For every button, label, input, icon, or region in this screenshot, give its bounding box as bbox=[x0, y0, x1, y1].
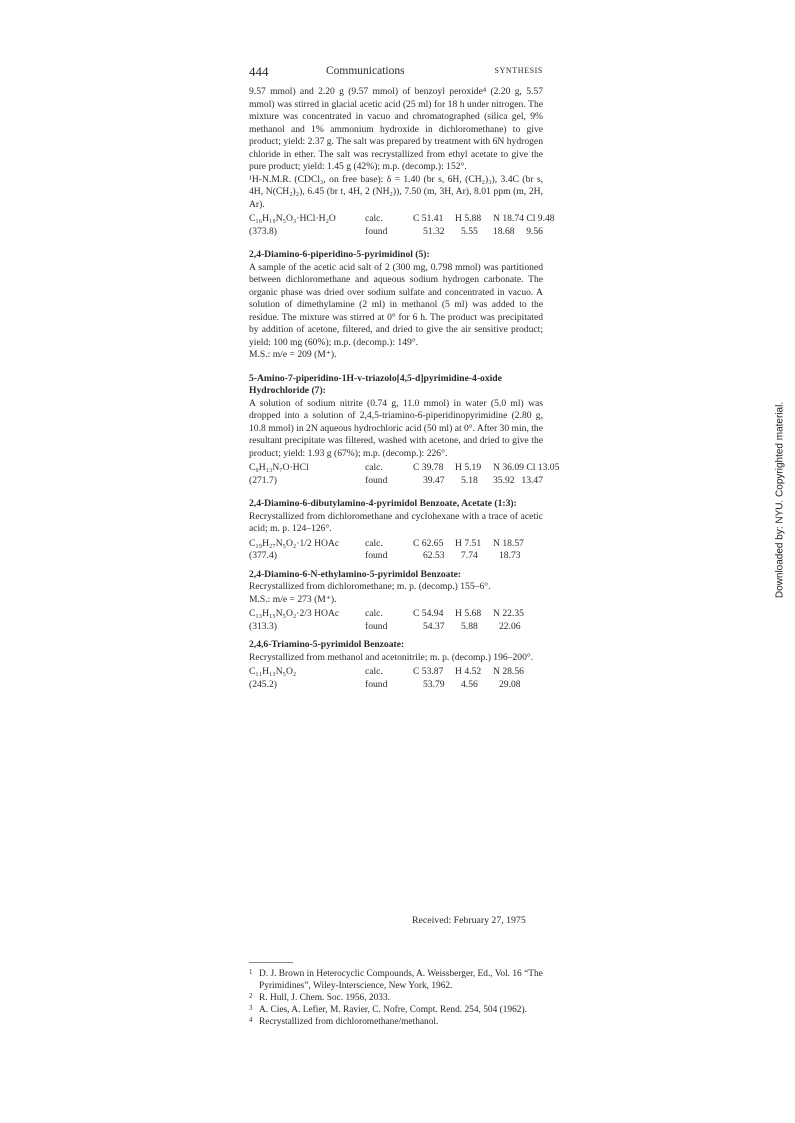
analysis-calc-value: N 18.74 bbox=[493, 213, 524, 224]
reference-item bbox=[249, 992, 543, 1004]
analysis-calc-value: N 22.35 bbox=[493, 608, 524, 619]
section-compound-5 bbox=[249, 249, 543, 362]
analysis-formula: C₁₉H₂₇N₅O₂·1/2 HOAc bbox=[249, 537, 340, 549]
procedure-paragraph: Recrystallized from methanol and acetonitrile; m. p. (decomp.) 196–200°. bbox=[249, 651, 534, 663]
section-title: Communications bbox=[326, 65, 405, 77]
received-date: Received: February 27, 1975 bbox=[412, 915, 526, 926]
intro-paragraph: 9.57 mmol) and 2.20 g (9.57 mmol) of benzoyl peroxide⁴ (2.20 g, 5.57 mmol) was stirred in glacial acetic acid (25 ml) for 18 h under nitrogen. The mixture was concentrated in vacuo and chromatographed (silica gel, 9% methanol and 1% ammonium hydroxide in dichloromethane) to give product; yield: 2.37 g. The salt was prepared by treatment with 6N hydrogen chloride in ether. The salt was recrystallized from ethyl acetate to give the pure product; yield: 1.45 g (42%); m.p. (decomp.): 152°. bbox=[249, 86, 543, 172]
analysis-calc-value: C 62.65 bbox=[413, 537, 444, 549]
analysis-found-value bbox=[493, 226, 543, 239]
mass-spec: M.S.: m/e = 209 (M⁺). bbox=[249, 349, 337, 360]
elemental-analysis bbox=[249, 666, 543, 691]
analysis-mw: (245.2) bbox=[249, 678, 277, 690]
analysis-calc-label: calc. bbox=[365, 537, 383, 549]
analysis-found-value: 4.56 bbox=[461, 678, 478, 690]
analysis-calc-value: N 36.09 bbox=[493, 462, 524, 473]
analysis-mw: (377.4) bbox=[249, 550, 277, 561]
compound-heading: 2,4-Diamino-6-piperidino-5-pyrimidinol (5): bbox=[249, 249, 430, 260]
analysis-calc-value: N 18.57 bbox=[493, 537, 524, 549]
analysis-found-value: 5.88 bbox=[461, 620, 478, 632]
analysis-calc-value: Cl 13.05 bbox=[526, 462, 560, 473]
analysis-formula: C₁₃H₁₅N₅O₂·2/3 HOAc bbox=[249, 608, 340, 619]
analysis-found-value: 29.08 bbox=[499, 678, 521, 690]
mass-spec: M.S.: m/e = 273 (M⁺). bbox=[249, 593, 337, 605]
elemental-analysis bbox=[249, 538, 543, 563]
analysis-found-value: 5.18 bbox=[461, 474, 478, 486]
main-column bbox=[249, 86, 560, 691]
section-ethylamino bbox=[249, 569, 543, 634]
compound-heading: 2,4,6-Triamino-5-pyrimidol Benzoate: bbox=[249, 639, 405, 650]
page-number: 444 bbox=[249, 64, 269, 79]
analysis-found-value bbox=[493, 475, 543, 488]
analysis-found-value: 51.32 bbox=[423, 225, 445, 237]
references-list bbox=[249, 968, 543, 1028]
reference-item bbox=[249, 1016, 543, 1028]
section-dibutylamino bbox=[249, 498, 543, 563]
analysis-calc-value bbox=[493, 462, 560, 475]
compound-heading: 2,4-Diamino-6-dibutylamino-4-pyrimidol Benzoate, Acetate (1:3): bbox=[249, 498, 517, 509]
reference-item bbox=[249, 1004, 543, 1016]
analysis-calc-label: calc. bbox=[365, 666, 383, 677]
procedure-paragraph: Recrystallized from dichloromethane; m. p. (decomp.) 155–6°. bbox=[249, 581, 491, 592]
section-triamino bbox=[249, 639, 543, 691]
analysis-found-value: 7.74 bbox=[461, 550, 478, 561]
analysis-calc-value: C 53.87 bbox=[413, 666, 444, 677]
elemental-analysis bbox=[249, 213, 555, 238]
analysis-calc-value: C 54.94 bbox=[413, 608, 444, 619]
analysis-found-label: found bbox=[365, 620, 388, 632]
analysis-calc-value: H 7.51 bbox=[455, 537, 482, 549]
analysis-calc-value: H 5.68 bbox=[455, 608, 482, 619]
analysis-calc-value: H 5.88 bbox=[455, 213, 482, 224]
analysis-mw: (271.7) bbox=[249, 474, 277, 486]
analysis-found-value: 18.68 bbox=[493, 225, 515, 237]
analysis-found-value: 22.06 bbox=[499, 620, 521, 632]
compound-heading: 2,4-Diamino-6-N-ethylamino-5-pyrimidol Benzoate: bbox=[249, 568, 462, 580]
analysis-found-label: found bbox=[365, 225, 388, 237]
nmr-data: ¹H-N.M.R. (CDCl₃, on free base): δ = 1.40 (br s, 6H, (CH₂)₃), 3.4C (br s, 4H, N(CH₂)₂), 6.45 (br t, 4H, 2 (NH₂)), 7.50 (m, 3H, Ar), 8.01 ppm (m, 2H, Ar). bbox=[249, 173, 543, 210]
reference-text: R. Hull, J. Chem. Soc. 1956, 2033. bbox=[259, 993, 390, 1003]
reference-text: A. Cies, A. Lefier, M. Ravier, C. Nofre, Compt. Rend. 254, 504 (1962). bbox=[259, 1005, 527, 1015]
analysis-found-value: 54.37 bbox=[423, 620, 445, 632]
analysis-formula: C₁₁H₁₃N₅O₂ bbox=[249, 666, 297, 677]
compound-heading: 5-Amino-7-piperidino-1H-v-triazolo[4,5-d]pyrimidine-4-oxide Hydrochloride (7): bbox=[249, 372, 502, 396]
analysis-found-value: 9.56 bbox=[526, 225, 543, 237]
procedure-paragraph: A sample of the acetic acid salt of 2 (300 mg, 0.798 mmol) was partitioned between dichloromethane and aqueous sodium hydrogen carbonate. The organic phase was dried over sodium sulfate and concentrated in vacuo. A solution of dimethylamine (2 ml) in methanol (5 ml) was added to the residue. The mixture was stirred at 0° for 6 h. The product was precipitated by addition of acetone, filtered, and dried to give the air sensitive product; yield: 100 mg (60%); m.p. (decomp.): 149°. bbox=[249, 261, 543, 348]
analysis-formula: C₉H₁₃N₇O·HCl bbox=[249, 462, 309, 473]
analysis-calc-value: Cl 9.48 bbox=[526, 213, 555, 224]
procedure-paragraph: A solution of sodium nitrite (0.74 g, 11.0 mmol) in water (5.0 ml) was dropped into a solution of 2,4,5-triamino-6-piperidinopyrimidine (2.80 g, 10.8 mmol) in 2N aqueous hydrochloric acid (50 ml) at 0°. After 30 min, the resultant precipitate was filtered, washed with acetone, and dried to give the product; yield: 1.93 g (67%); m.p. (decomp.): 226°. bbox=[249, 397, 543, 459]
analysis-found-label: found bbox=[365, 678, 388, 690]
analysis-found-label: found bbox=[365, 474, 388, 486]
reference-number: 1 bbox=[249, 968, 253, 976]
analysis-found-value: 13.47 bbox=[521, 474, 543, 486]
reference-item bbox=[249, 968, 543, 992]
analysis-calc-value: C 39.78 bbox=[413, 462, 444, 473]
procedure-paragraph: Recrystallized from dichloromethane and cyclohexane with a trace of acetic acid; m. p. 124–126°. bbox=[249, 510, 543, 534]
analysis-calc-value bbox=[493, 213, 555, 226]
running-header bbox=[249, 64, 543, 80]
reference-text: Recrystallized from dichloromethane/methanol. bbox=[259, 1017, 439, 1027]
analysis-calc-label: calc. bbox=[365, 462, 383, 473]
download-notice: Downloaded by: NYU. Copyrighted material. bbox=[774, 401, 786, 599]
elemental-analysis bbox=[249, 462, 560, 487]
analysis-calc-value: N 28.56 bbox=[493, 666, 524, 677]
reference-text: D. J. Brown in Heterocyclic Compounds, A. Weissberger, Ed., Vol. 16 “The Pyrimidines”, Wiley-Interscience, New York, 1962. bbox=[259, 969, 543, 991]
analysis-found-value: 53.79 bbox=[423, 678, 445, 690]
analysis-formula: C₁₆H₁₉N₅O₃·HCl·H₂O bbox=[249, 213, 336, 224]
analysis-found-label: found bbox=[365, 550, 388, 561]
analysis-mw: (313.3) bbox=[249, 620, 277, 632]
analysis-found-value: 18.73 bbox=[499, 550, 521, 561]
analysis-calc-value: H 4.52 bbox=[455, 666, 482, 677]
analysis-calc-value: H 5.19 bbox=[455, 462, 482, 473]
footnote-divider bbox=[249, 962, 293, 963]
analysis-found-value: 35.92 bbox=[493, 474, 515, 486]
analysis-found-value: 5.55 bbox=[461, 225, 478, 237]
journal-name: SYNTHESIS bbox=[494, 66, 543, 75]
analysis-calc-label: calc. bbox=[365, 608, 383, 619]
analysis-found-value: 39.47 bbox=[423, 474, 445, 486]
analysis-mw: (373.8) bbox=[249, 225, 277, 237]
reference-number: 3 bbox=[249, 1004, 253, 1012]
elemental-analysis bbox=[249, 608, 543, 633]
reference-number: 4 bbox=[249, 1016, 253, 1024]
analysis-calc-label: calc. bbox=[365, 213, 383, 224]
reference-number: 2 bbox=[249, 992, 253, 1000]
section-compound-7 bbox=[249, 372, 560, 488]
analysis-found-value: 62.53 bbox=[423, 550, 445, 561]
analysis-calc-value: C 51.41 bbox=[413, 213, 444, 224]
